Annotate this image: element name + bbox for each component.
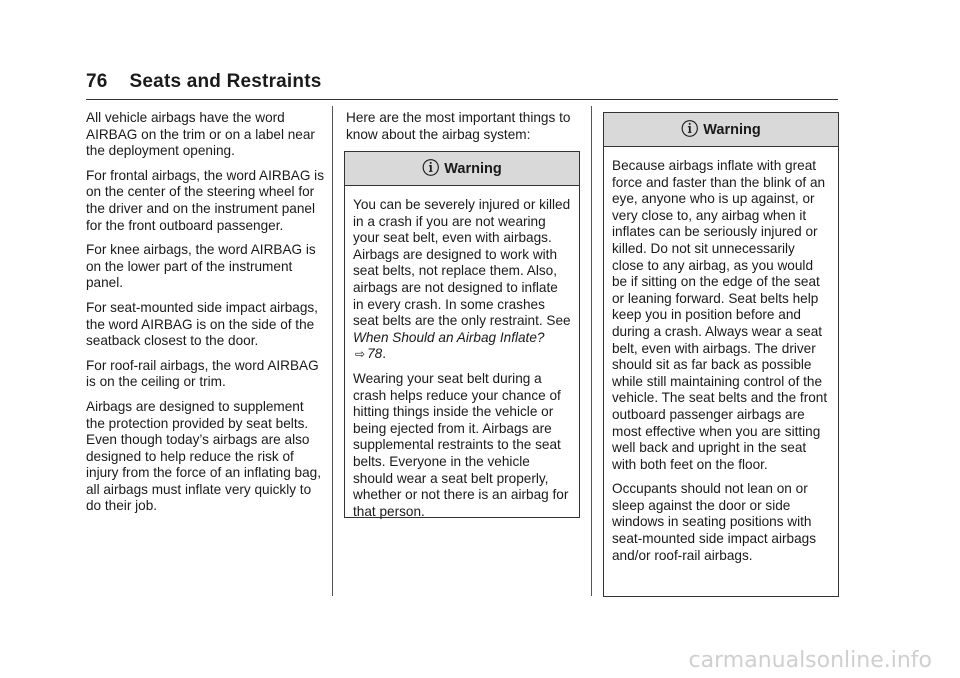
warning-body	[604, 147, 838, 580]
watermark: carmanualsonline.info	[688, 648, 932, 673]
paragraph: All vehicle airbags have the word AIRBAG on the trim or on a label near the deployment opening.	[86, 110, 315, 159]
warning-title: Warning	[703, 121, 761, 138]
warning-box-seatbelt	[344, 151, 580, 518]
warning-title: Warning	[444, 160, 502, 177]
cross-reference-page[interactable]: 78	[367, 346, 383, 362]
paragraph: Airbags are designed to supplement the protection provided by seat belts. Even though today’s airbags are also designed to help reduce the risk of injury from the force of an inflating bag, all airbags must inflate very quickly to do their job.	[86, 398, 321, 514]
page-number: 76	[86, 71, 108, 92]
warning-header	[345, 152, 579, 186]
warning-paragraph: You can be severely injured or killed in a crash if you are not wearing your seat belt, even with airbags. Airbags are designed to work with seat belts, not replace them. Also, airbags are not designed to inflate in every crash. In some crashes seat belts are the only restraint. See When Should an Airbag Inflate?⇨ 78.	[353, 197, 571, 362]
left-column	[86, 110, 324, 523]
cross-reference-link[interactable]: When Should an Airbag Inflate?	[353, 329, 545, 345]
warning-icon: ⓘ	[681, 120, 699, 139]
paragraph: For seat-mounted side impact airbags, the word AIRBAG is on the side of the seatback closest to the door.	[86, 299, 318, 349]
middle-column	[346, 110, 582, 151]
intro-paragraph: Here are the most important things to know about the airbag system:	[346, 110, 571, 142]
warning-header	[604, 113, 838, 147]
page-arrow-icon: ⇨	[355, 347, 366, 362]
paragraph: For knee airbags, the word AIRBAG is on the lower part of the instrument panel.	[86, 242, 316, 291]
warning-body	[345, 186, 579, 536]
column-divider	[591, 106, 592, 596]
warning-icon: ⓘ	[422, 159, 440, 178]
warning-paragraph: Wearing your seat belt during a crash helps reduce your chance of hitting things inside the vehicle or being ejected from it. Airbags are supplemental restraints to the seat belts. Everyone in the vehicle should wear a seat belt properly, whether or not there is an airbag for that person.	[353, 370, 569, 519]
page-header	[86, 71, 322, 93]
paragraph: For frontal airbags, the word AIRBAG is on the center of the steering wheel for the driver and on the instrument panel for the front outboard passenger.	[86, 167, 324, 233]
section-title: Seats and Restraints	[129, 71, 322, 92]
warning-paragraph: Occupants should not lean on or sleep against the door or side windows in seating positions with seat-mounted side impact airbags and/or roof-rail airbags.	[612, 481, 817, 563]
paragraph: For roof-rail airbags, the word AIRBAG is on the ceiling or trim.	[86, 357, 319, 390]
column-divider	[332, 106, 333, 596]
warning-text: You can be severely injured or killed in a crash if you are not wearing your seat belt, even with airbags. Airbags are designed to work with seat belts, not replace them. Also, airbags are not designed to inflate in every crash. In some crashes seat belts are the only restraint. See	[353, 197, 571, 329]
warning-box-seating-position	[603, 112, 839, 597]
header-rule	[86, 99, 838, 100]
warning-paragraph: Because airbags inflate with great force and faster than the blink of an eye, anyone who is up against, or very close to, any airbag when it inflates can be seriously injured or killed. Do not sit unnecessarily close to any airbag, as you would be if sitting on the edge of the seat or leaning forward. Seat belts help keep you in position before and during a crash. Always wear a seat belt, even with airbags. The driver should sit as far back as possible while still maintaining control of the vehicle. The seat belts and the front outboard passenger airbags are most effective when you are sitting well back and upright in the seat with both feet on the floor.	[612, 158, 828, 472]
